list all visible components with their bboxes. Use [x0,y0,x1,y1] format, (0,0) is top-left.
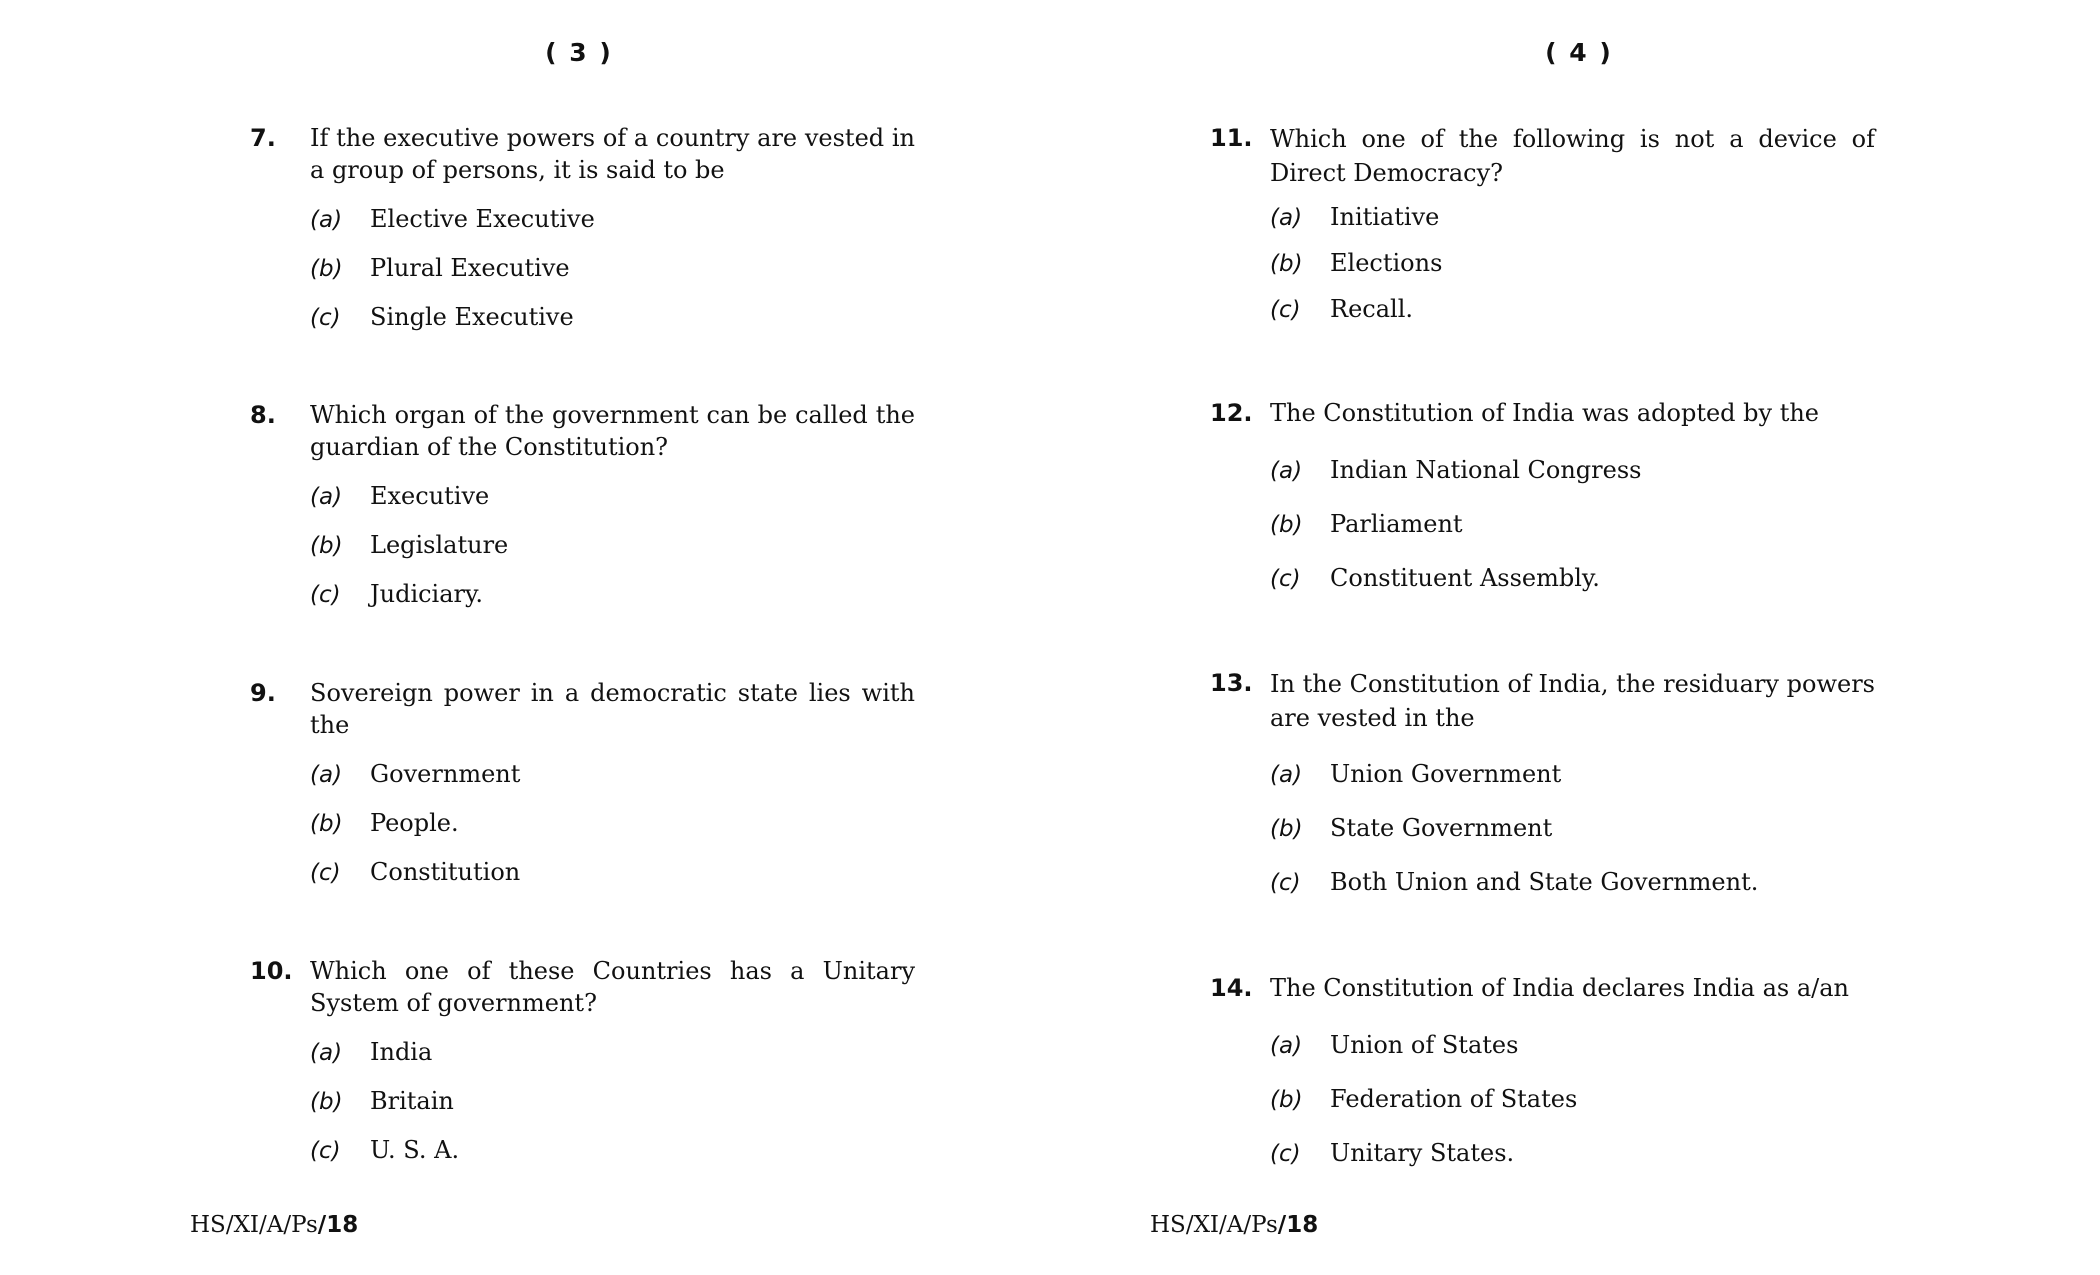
option-b [310,521,915,570]
option-letter: (b) [310,533,343,559]
option-letter: (c) [1270,870,1301,896]
option-b [310,1077,915,1126]
question-number: 9. [250,679,276,707]
question-text: The Constitution of India declares India as a/an [1270,974,1849,1002]
option-text: Government [370,760,521,788]
option-letter: (a) [310,762,343,788]
option-letter: (a) [1270,458,1303,484]
option-c [310,293,915,342]
footer-code: HS/XI/A/Ps [1150,1212,1278,1238]
options-list [1270,747,1875,909]
option-letter: (a) [310,207,343,233]
options-list [310,195,915,342]
option-letter: (c) [1270,566,1301,592]
option-letter: (b) [310,811,343,837]
option-text: Both Union and State Government. [1330,868,1759,896]
option-a [310,750,915,799]
option-letter: (b) [1270,251,1303,277]
option-letter: (c) [310,582,341,608]
page-footer [190,1212,358,1238]
option-text: Elective Executive [370,205,595,233]
option-c [1270,286,1875,332]
option-text: Union Government [1330,760,1562,788]
option-b [1270,801,1875,855]
option-text: State Government [1330,814,1553,842]
option-a [310,195,915,244]
question-8 [250,399,915,619]
question-14 [1210,972,1875,1180]
option-b [1270,240,1875,286]
option-c [1270,1126,1875,1180]
option-text: People. [370,809,459,837]
option-a [1270,443,1875,497]
question-10 [250,955,915,1175]
option-b [310,244,915,293]
question-number: 8. [250,401,276,429]
option-text: U. S. A. [370,1136,460,1164]
question-text: The Constitution of India was adopted by the [1270,399,1820,427]
option-text: Recall. [1330,295,1414,323]
option-text: Constitution [370,858,521,886]
option-c [1270,551,1875,605]
option-letter: (b) [1270,816,1303,842]
question-text: If the executive powers of a country are vested in a group of persons, it is said to be [310,124,915,184]
option-a [1270,747,1875,801]
options-list [310,750,915,897]
options-list [310,1028,915,1175]
question-text: Which one of the following is not a device of Direct Democracy? [1270,125,1875,187]
question-number: 11. [1210,124,1253,152]
option-text: Indian National Congress [1330,456,1642,484]
question-text: Which one of these Countries has a Unitary System of government? [310,957,915,1017]
option-letter: (a) [1270,762,1303,788]
option-text: Single Executive [370,303,574,331]
question-11 [1210,122,1875,332]
option-text: Initiative [1330,203,1440,231]
option-text: Parliament [1330,510,1463,538]
option-a [310,1028,915,1077]
option-text: Elections [1330,249,1443,277]
options-list [1270,1018,1875,1180]
page-footer [1150,1212,1318,1238]
question-7 [250,122,915,342]
option-letter: (b) [1270,512,1303,538]
question-12 [1210,397,1875,605]
question-number: 12. [1210,399,1253,427]
option-b [1270,1072,1875,1126]
option-text: Constituent Assembly. [1330,564,1600,592]
footer-code: HS/XI/A/Ps [190,1212,318,1238]
option-a [1270,1018,1875,1072]
option-c [310,848,915,897]
options-list [1270,443,1875,605]
option-letter: (a) [1270,205,1303,231]
option-text: India [370,1038,433,1066]
options-list [1270,194,1875,332]
options-list [310,472,915,619]
option-letter: (c) [310,1138,341,1164]
option-text: Plural Executive [370,254,570,282]
option-letter: (c) [310,860,341,886]
option-letter: (a) [310,484,343,510]
footer-year: /18 [317,1212,359,1238]
option-text: Legislature [370,531,509,559]
question-number: 14. [1210,974,1253,1002]
option-text: Judiciary. [370,580,484,608]
question-number: 7. [250,124,276,152]
option-c [310,1126,915,1175]
page-number: ( 4 ) [1545,38,1613,67]
option-text: Britain [370,1087,454,1115]
option-b [1270,497,1875,551]
question-text: Sovereign power in a democratic state lies with the [310,679,915,739]
option-c [310,570,915,619]
question-text: In the Constitution of India, the residuary powers are vested in the [1270,670,1875,732]
option-letter: (c) [310,305,341,331]
footer-year: /18 [1277,1212,1319,1238]
question-number: 13. [1210,669,1253,697]
page-number: ( 3 ) [545,38,613,67]
option-text: Federation of States [1330,1085,1578,1113]
option-a [1270,194,1875,240]
question-number: 10. [250,957,293,985]
option-letter: (c) [1270,297,1301,323]
option-a [310,472,915,521]
option-text: Executive [370,482,490,510]
option-c [1270,855,1875,909]
question-text: Which organ of the government can be called the guardian of the Constitution? [310,401,915,461]
question-13 [1210,667,1875,909]
option-letter: (a) [1270,1033,1303,1059]
option-letter: (c) [1270,1141,1301,1167]
option-letter: (b) [310,256,343,282]
option-letter: (b) [310,1089,343,1115]
option-letter: (a) [310,1040,343,1066]
option-text: Union of States [1330,1031,1519,1059]
page-right [1050,0,2100,1275]
option-b [310,799,915,848]
option-letter: (b) [1270,1087,1303,1113]
question-9 [250,677,915,897]
option-text: Unitary States. [1330,1139,1515,1167]
